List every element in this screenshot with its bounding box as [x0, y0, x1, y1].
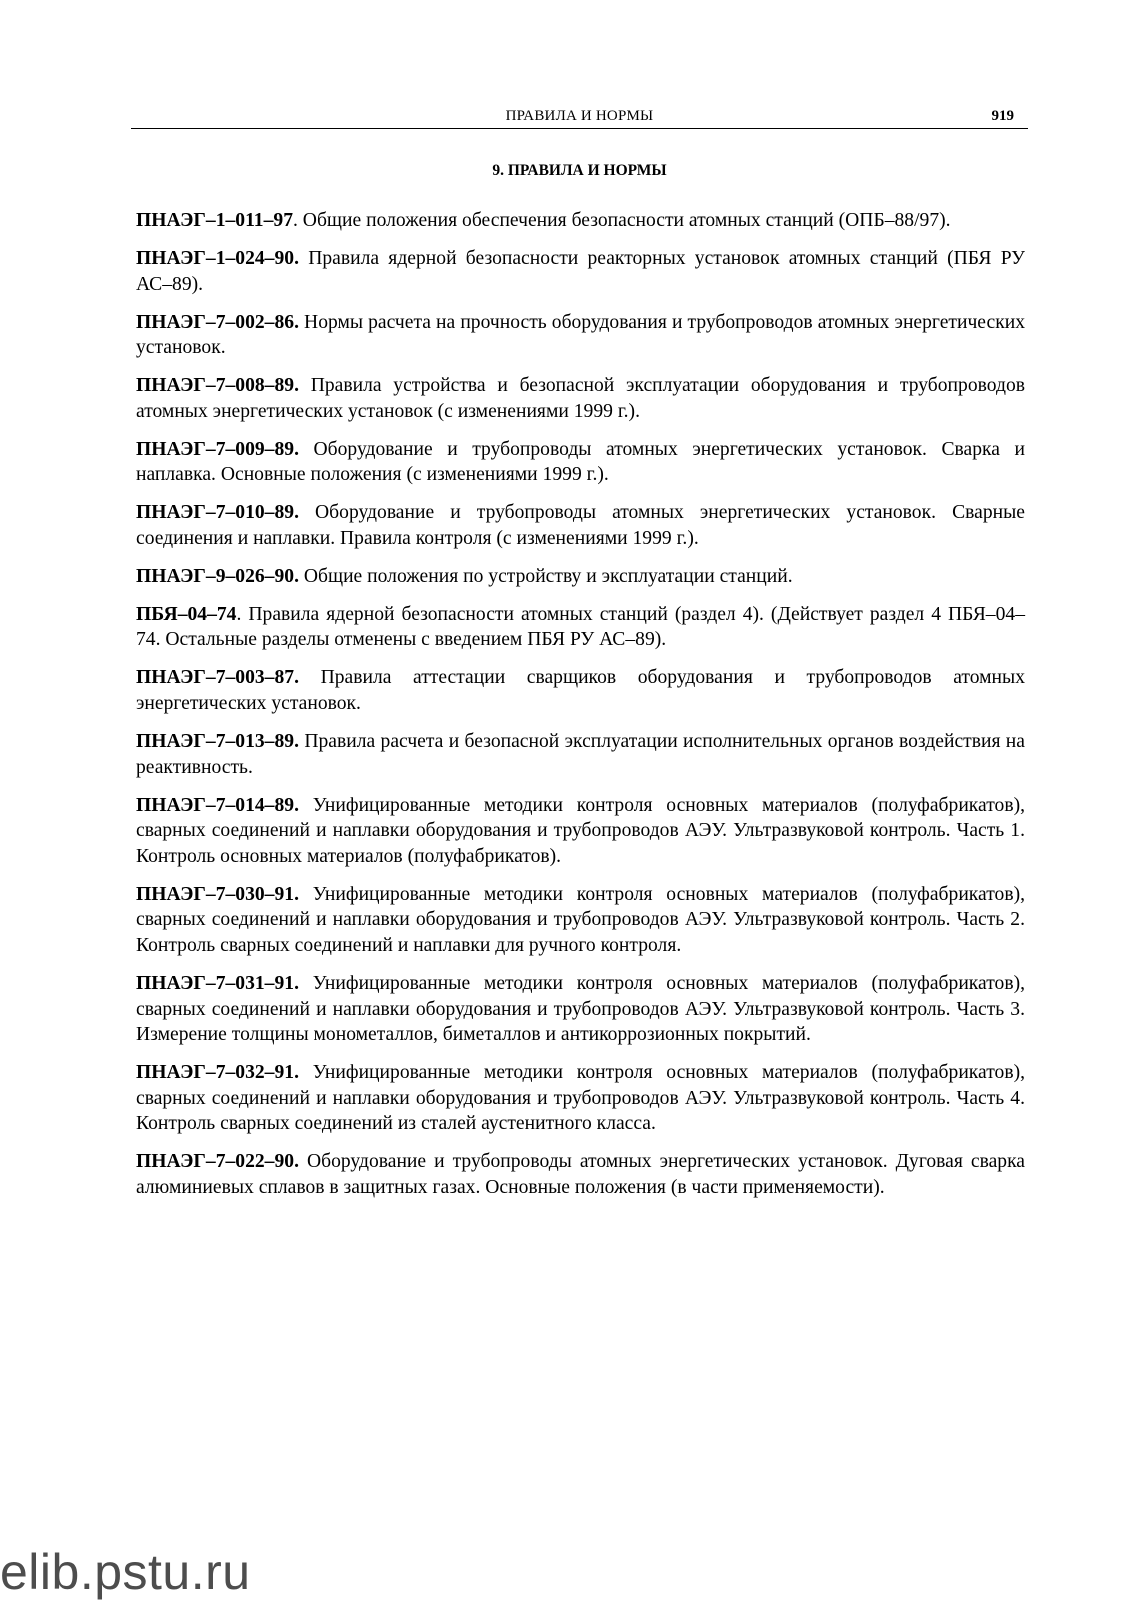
standard-description: Правила ядерной безопасности реакторных установок атомных станций (ПБЯ РУ АС–89).	[136, 247, 1025, 295]
running-title: ПРАВИЛА И НОРМЫ	[505, 108, 654, 124]
standard-description: Правила расчета и безопасной эксплуатации исполнительных органов воздействия на реактивность.	[136, 731, 1025, 778]
standard-description: Унифицированные методики контроля основных материалов (полуфабрикатов), сварных соединений и наплавки оборудования и трубопроводов АЭУ. Ультразвуковой контроль. Часть 3. Измерение толщины монометаллов, биметаллов и антикоррозионных покрытий.	[136, 972, 1025, 1046]
standard-code: ПНАЭГ–7–003–87.	[136, 667, 299, 689]
standard-code: ПНАЭГ–7–010–89.	[136, 502, 299, 524]
standard-code: ПНАЭГ–7–008–89.	[136, 375, 299, 397]
standard-description: . Правила ядерной безопасности атомных станций (раздел 4). (Действует раздел 4 ПБЯ–04–74. Остальные разделы отменены с введением ПБЯ РУ АС–89).	[136, 603, 1025, 651]
standard-code: ПНАЭГ–7–022–90.	[136, 1151, 299, 1173]
standard-code: ПНАЭГ–7–031–91.	[136, 972, 299, 994]
list-item	[136, 882, 1025, 959]
standard-description: Унифицированные методики контроля основных материалов (полуфабрикатов), сварных соединений и наплавки оборудования и трубопроводов АЭУ. Ультразвуковой контроль. Часть 2. Контроль сварных соединений и наплавки для ручного контроля.	[136, 883, 1025, 956]
standard-description: . Общие положения обеспечения безопасности атомных станций (ОПБ–88/97).	[293, 210, 951, 231]
list-item	[136, 437, 1025, 488]
standard-code: ПНАЭГ–1–011–97	[136, 210, 293, 231]
standard-description: Унифицированные методики контроля основных материалов (полуфабрикатов), сварных соединений и наплавки оборудования и трубопроводов АЭУ. Ультразвуковой контроль. Часть 1. Контроль основных материалов (полуфабрикатов).	[136, 794, 1025, 867]
list-item	[136, 729, 1025, 780]
standard-code: ПНАЭГ–7–002–86.	[136, 311, 299, 333]
standard-code: ПНАЭГ–7–013–89.	[136, 731, 299, 753]
list-item	[136, 310, 1025, 361]
page-number: 919	[991, 108, 1014, 124]
standard-description: Оборудование и трубопроводы атомных энергетических установок. Сварные соединения и наплавки. Правила контроля (с изменениями 1999 г.).	[136, 502, 1025, 549]
site-watermark: elib.pstu.ru	[0, 1544, 251, 1600]
list-item	[136, 208, 1025, 234]
list-item	[136, 793, 1025, 870]
standard-description: Правила аттестации сварщиков оборудования и трубопроводов атомных энергетических установок.	[136, 667, 1025, 715]
standard-code: ПНАЭГ–7–032–91.	[136, 1062, 299, 1084]
list-item	[136, 1149, 1025, 1200]
standard-description: Общие положения по устройству и эксплуатации станций.	[298, 565, 793, 587]
list-item	[136, 665, 1025, 716]
list-item	[136, 246, 1025, 297]
standard-code: ПНАЭГ–1–024–90.	[136, 247, 299, 269]
standard-description: Правила устройства и безопасной эксплуатации оборудования и трубопроводов атомных энергетических установок (с изменениями 1999 г.).	[136, 375, 1025, 422]
standards-list	[136, 208, 1025, 1213]
running-header	[131, 106, 1028, 129]
list-item	[136, 500, 1025, 551]
standard-code: ПНАЭГ–7–009–89.	[136, 438, 299, 460]
standard-description: Оборудование и трубопроводы атомных энергетических установок. Сварка и наплавка. Основные положения (с изменениями 1999 г.).	[136, 438, 1025, 486]
list-item	[136, 564, 1025, 590]
list-item	[136, 1060, 1025, 1137]
standard-code: ПНАЭГ–7–030–91.	[136, 883, 299, 905]
standard-description: Оборудование и трубопроводы атомных энергетических установок. Дуговая сварка алюминиевых сплавов в защитных газах. Основные положения (в части применяемости).	[136, 1151, 1025, 1198]
list-item	[136, 373, 1025, 424]
list-item	[136, 602, 1025, 653]
section-title: 9. ПРАВИЛА И НОРМЫ	[492, 162, 667, 179]
standard-description: Нормы расчета на прочность оборудования и трубопроводов атомных энергетических установок.	[136, 311, 1025, 359]
standard-code: ПБЯ–04–74	[136, 603, 237, 625]
standard-code: ПНАЭГ–7–014–89.	[136, 794, 299, 816]
list-item	[136, 971, 1025, 1048]
standard-description: Унифицированные методики контроля основных материалов (полуфабрикатов), сварных соединений и наплавки оборудования и трубопроводов АЭУ. Ультразвуковой контроль. Часть 4. Контроль сварных соединений из сталей аустенитного класса.	[136, 1062, 1025, 1135]
standard-code: ПНАЭГ–9–026–90.	[136, 565, 299, 587]
